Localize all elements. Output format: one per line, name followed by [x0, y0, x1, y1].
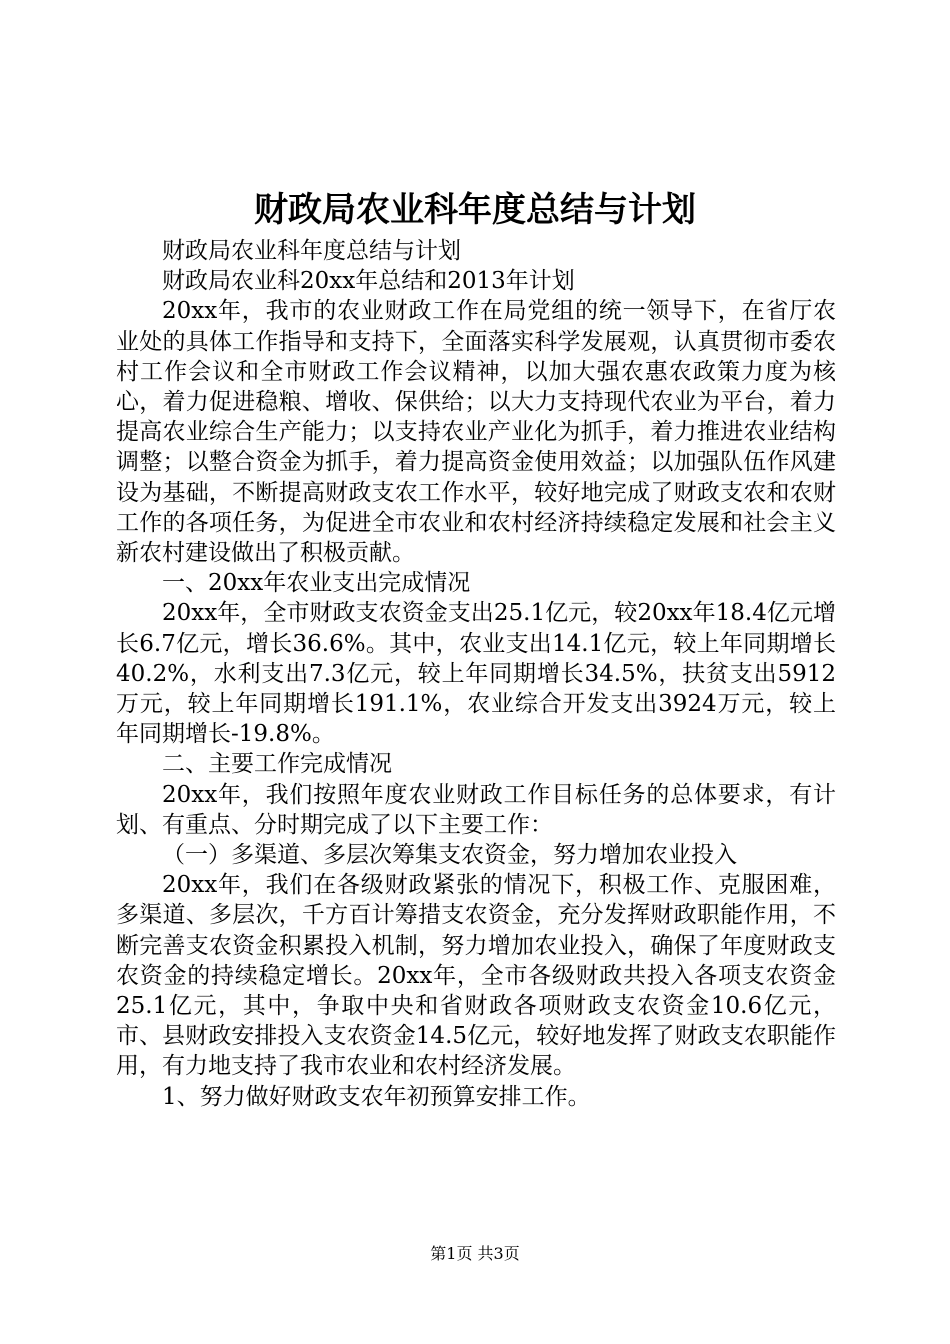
funding-paragraph: 20xx年，我们在各级财政紧张的情况下，积极工作、克服困难，多渠道、多层次，千方百计筹措支农资金，充分发挥财政职能作用，不断完善支农资金积累投入机制，努力增加农业投入，确保了年度财政支农资金的持续稳定增长。20xx年，全市各级财政共投入各项支农资金25.1亿元，其中，争取中央和省财政各项财政支农资金10.6亿元，市、县财政安排投入支农资金14.5亿元，较好地发挥了财政支农职能作用，有力地支持了我市农业和农村经济发展。	[116, 872, 836, 1080]
section-heading-2: 二、主要工作完成情况	[162, 751, 392, 778]
subtitle-line: 财政局农业科年度总结与计划	[162, 238, 461, 264]
document-title: 财政局农业科年度总结与计划	[254, 190, 696, 230]
section-heading-1: 一、20xx年农业支出完成情况	[162, 570, 471, 597]
document-body	[116, 236, 836, 1112]
expenditure-paragraph: 20xx年，全市财政支农资金支出25.1亿元，较20xx年18.4亿元增长6.7亿元，增长36.6%。其中，农业支出14.1亿元，较上年同期增长40.2%，水利支出7.3亿元，较上年同期增长34.5%，扶贫支出5912万元，较上年同期增长191.1%，农业综合开发支出3924万元，较上年同期增长-19.8%。	[116, 600, 836, 748]
subsection-heading-1: （一）多渠道、多层次筹集支农资金，努力增加农业投入	[162, 842, 737, 869]
work-overview-paragraph: 20xx年，我们按照年度农业财政工作目标任务的总体要求，有计划、有重点、分时期完成了以下主要工作：	[116, 781, 836, 838]
page-footer: 第1页 共3页	[430, 1244, 520, 1263]
plan-heading: 财政局农业科20xx年总结和2013年计划	[162, 268, 575, 295]
intro-paragraph: 20xx年，我市的农业财政工作在局党组的统一领导下，在省厅农业处的具体工作指导和支持下，全面落实科学发展观，认真贯彻市委农村工作会议和全市财政工作会议精神，以加大强农惠农政策力度为核心，着力促进稳粮、增收、保供给；以大力支持现代农业为平台，着力提高农业综合生产能力；以支持农业产业化为抓手，着力推进农业结构调整；以整合资金为抓手，着力提高资金使用效益；以加强队伍作风建设为基础，不断提高财政支农工作水平，较好地完成了财政支农和农财工作的各项任务，为促进全市农业和农村经济持续稳定发展和社会主义新农村建设做出了积极贡献。	[116, 298, 836, 567]
item-heading-1: 1、努力做好财政支农年初预算安排工作。	[162, 1083, 591, 1110]
